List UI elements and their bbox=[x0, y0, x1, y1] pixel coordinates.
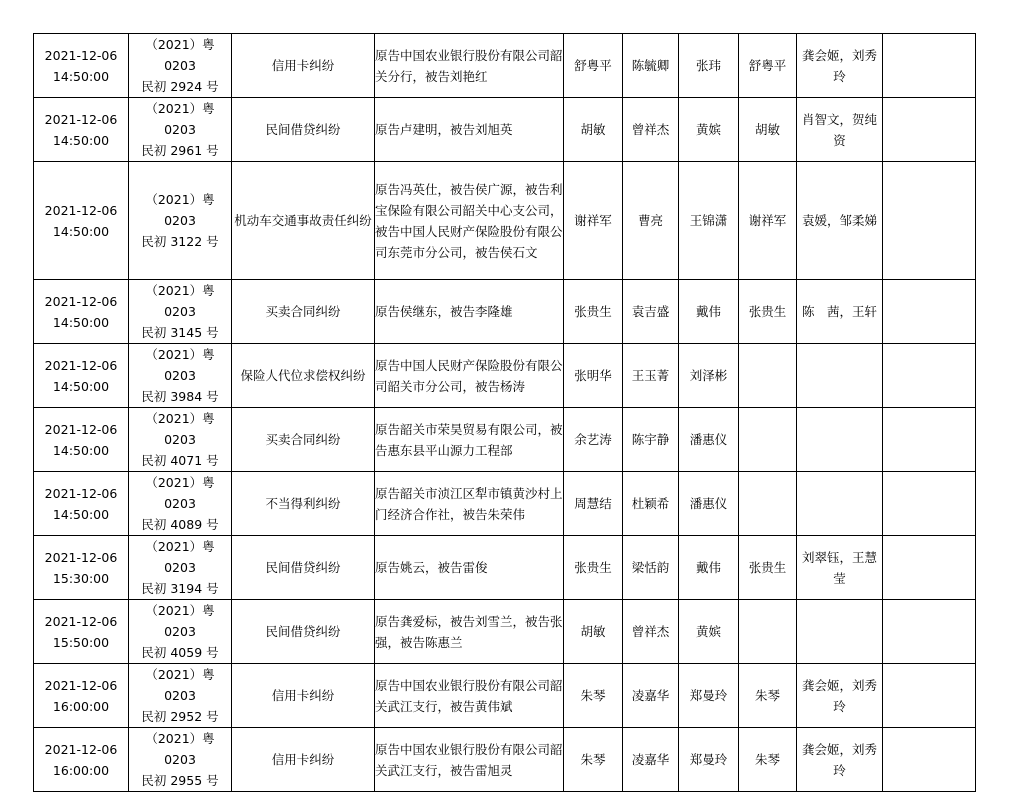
case-parties bbox=[375, 728, 564, 792]
jurors bbox=[797, 34, 883, 98]
case-type bbox=[232, 664, 375, 728]
hearing-datetime-text: 16:00:00 bbox=[52, 698, 110, 714]
case-number bbox=[129, 408, 232, 472]
jurors-text: 袁媛，邹柔娣 bbox=[801, 213, 877, 228]
judge-assistant bbox=[679, 728, 739, 792]
presiding-judge bbox=[564, 408, 623, 472]
case-number-text: 民初 4089 号 bbox=[141, 517, 219, 532]
case-type bbox=[232, 280, 375, 344]
case-type bbox=[232, 600, 375, 664]
judge-assistant-text: 潘惠仪 bbox=[689, 496, 728, 511]
hearing-datetime-text: 2021-12-06 bbox=[44, 202, 118, 218]
panel-judge bbox=[739, 600, 797, 664]
presiding-judge bbox=[564, 728, 623, 792]
clerk-text: 陈毓卿 bbox=[631, 58, 670, 73]
panel-judge-text: 张贵生 bbox=[748, 304, 787, 319]
panel-judge-text: 朱琴 bbox=[754, 688, 780, 703]
clerk-text: 凌嘉华 bbox=[631, 688, 670, 703]
clerk-text: 袁吉盛 bbox=[631, 304, 670, 319]
case-number bbox=[129, 600, 232, 664]
judge-assistant bbox=[679, 536, 739, 600]
judge-assistant-text: 郑曼玲 bbox=[689, 752, 728, 767]
panel-judge bbox=[739, 536, 797, 600]
presiding-judge bbox=[564, 344, 623, 408]
panel-judge-text: 胡敏 bbox=[754, 122, 780, 137]
table-row bbox=[34, 600, 976, 664]
case-number bbox=[129, 728, 232, 792]
table-row bbox=[34, 728, 976, 792]
case-parties-text: 原告冯英仕，被告侯广源，被告利宝保险有限公司韶关中心支公司，被告中国人民财产保险股份有限公司东莞市分公司，被告侯石文 bbox=[375, 181, 563, 260]
hearing-datetime-text: 14:50:00 bbox=[52, 314, 110, 330]
case-parties-text: 原告中国农业银行股份有限公司韶关武江支行，被告黄伟斌 bbox=[375, 677, 563, 714]
case-parties bbox=[375, 472, 564, 536]
panel-judge-text: 朱琴 bbox=[754, 752, 780, 767]
case-number-text: 民初 3984 号 bbox=[141, 389, 219, 404]
extra-column bbox=[883, 162, 976, 280]
case-type-text: 买卖合同纠纷 bbox=[265, 432, 341, 447]
hearing-datetime-text: 2021-12-06 bbox=[44, 293, 118, 309]
case-parties bbox=[375, 536, 564, 600]
presiding-judge-text: 胡敏 bbox=[580, 122, 606, 137]
panel-judge bbox=[739, 472, 797, 536]
case-number bbox=[129, 162, 232, 280]
hearing-datetime-text: 15:50:00 bbox=[52, 634, 110, 650]
extra-column bbox=[883, 280, 976, 344]
hearing-datetime bbox=[34, 728, 129, 792]
presiding-judge bbox=[564, 536, 623, 600]
case-parties bbox=[375, 280, 564, 344]
case-parties-text: 原告中国人民财产保险股份有限公司韶关市分公司，被告杨涛 bbox=[375, 357, 563, 394]
case-number bbox=[129, 472, 232, 536]
table-row bbox=[34, 664, 976, 728]
panel-judge bbox=[739, 280, 797, 344]
case-parties bbox=[375, 408, 564, 472]
table-row bbox=[34, 98, 976, 162]
jurors-text: 龚会姬，刘秀玲 bbox=[801, 677, 877, 714]
jurors bbox=[797, 98, 883, 162]
panel-judge-text: 舒粤平 bbox=[748, 58, 787, 73]
clerk-text: 凌嘉华 bbox=[631, 752, 670, 767]
case-parties bbox=[375, 34, 564, 98]
extra-column bbox=[883, 408, 976, 472]
judge-assistant-text: 戴伟 bbox=[695, 560, 721, 575]
case-type bbox=[232, 728, 375, 792]
hearing-datetime bbox=[34, 344, 129, 408]
case-type-text: 信用卡纠纷 bbox=[271, 752, 335, 767]
panel-judge bbox=[739, 728, 797, 792]
extra-column bbox=[883, 728, 976, 792]
hearing-datetime-text: 2021-12-06 bbox=[44, 613, 118, 629]
case-type bbox=[232, 536, 375, 600]
case-number-text: 民初 2961 号 bbox=[141, 143, 219, 158]
case-number-text: 民初 3145 号 bbox=[141, 325, 219, 340]
case-number-text: （2021）粤 0203 bbox=[145, 37, 215, 73]
hearing-datetime-text: 2021-12-06 bbox=[44, 677, 118, 693]
case-type bbox=[232, 162, 375, 280]
jurors-text: 龚会姬，刘秀玲 bbox=[801, 47, 877, 84]
judge-assistant-text: 刘泽彬 bbox=[689, 368, 728, 383]
hearing-datetime bbox=[34, 162, 129, 280]
jurors bbox=[797, 162, 883, 280]
hearing-datetime bbox=[34, 664, 129, 728]
judge-assistant-text: 张玮 bbox=[695, 58, 721, 73]
hearing-datetime bbox=[34, 98, 129, 162]
hearing-datetime-text: 16:00:00 bbox=[52, 762, 110, 778]
jurors-text: 龚会姬，刘秀玲 bbox=[801, 741, 877, 778]
judge-assistant bbox=[679, 408, 739, 472]
case-number-text: （2021）粤 0203 bbox=[145, 731, 215, 767]
case-number bbox=[129, 344, 232, 408]
table-row bbox=[34, 472, 976, 536]
hearing-datetime-text: 2021-12-06 bbox=[44, 485, 118, 501]
case-type-text: 民间借贷纠纷 bbox=[265, 624, 341, 639]
hearing-datetime-text: 14:50:00 bbox=[52, 223, 110, 239]
presiding-judge-text: 张贵生 bbox=[574, 304, 612, 319]
table-row bbox=[34, 34, 976, 98]
panel-judge bbox=[739, 664, 797, 728]
case-number-text: （2021）粤 0203 bbox=[145, 192, 215, 228]
case-type bbox=[232, 344, 375, 408]
presiding-judge bbox=[564, 472, 623, 536]
table-row bbox=[34, 162, 976, 280]
panel-judge bbox=[739, 98, 797, 162]
panel-judge bbox=[739, 408, 797, 472]
case-number-text: 民初 4059 号 bbox=[141, 645, 219, 660]
case-number-text: 民初 2952 号 bbox=[141, 709, 219, 724]
hearing-schedule-table bbox=[33, 33, 976, 792]
clerk bbox=[623, 344, 679, 408]
presiding-judge bbox=[564, 162, 623, 280]
case-type bbox=[232, 34, 375, 98]
jurors bbox=[797, 600, 883, 664]
judge-assistant bbox=[679, 472, 739, 536]
case-type bbox=[232, 98, 375, 162]
case-number-text: 民初 4071 号 bbox=[141, 453, 219, 468]
judge-assistant bbox=[679, 664, 739, 728]
case-parties-text: 原告龚爱标，被告刘雪兰，被告张强，被告陈惠兰 bbox=[375, 613, 563, 650]
case-number-text: 民初 3122 号 bbox=[141, 234, 219, 249]
case-type bbox=[232, 408, 375, 472]
hearing-datetime-text: 14:50:00 bbox=[52, 506, 110, 522]
hearing-datetime-text: 2021-12-06 bbox=[44, 47, 118, 63]
case-type-text: 民间借贷纠纷 bbox=[265, 122, 341, 137]
extra-column bbox=[883, 664, 976, 728]
clerk-text: 曹亮 bbox=[637, 213, 663, 228]
panel-judge-text: 谢祥军 bbox=[748, 213, 787, 228]
clerk bbox=[623, 600, 679, 664]
case-parties bbox=[375, 162, 564, 280]
clerk-text: 陈宇静 bbox=[631, 432, 670, 447]
case-number bbox=[129, 34, 232, 98]
presiding-judge-text: 朱琴 bbox=[580, 752, 606, 767]
jurors bbox=[797, 728, 883, 792]
presiding-judge-text: 朱琴 bbox=[580, 688, 606, 703]
case-number-text: （2021）粤 0203 bbox=[145, 603, 215, 639]
case-parties bbox=[375, 600, 564, 664]
hearing-datetime-text: 2021-12-06 bbox=[44, 741, 118, 757]
hearing-datetime bbox=[34, 600, 129, 664]
judge-assistant-text: 潘惠仪 bbox=[689, 432, 728, 447]
presiding-judge bbox=[564, 664, 623, 728]
case-parties bbox=[375, 664, 564, 728]
case-type-text: 买卖合同纠纷 bbox=[265, 304, 341, 319]
clerk-text: 梁恬韵 bbox=[631, 560, 670, 575]
hearing-datetime-text: 14:50:00 bbox=[52, 442, 110, 458]
case-parties bbox=[375, 344, 564, 408]
judge-assistant bbox=[679, 162, 739, 280]
jurors-text: 肖智文，贺纯资 bbox=[801, 111, 877, 148]
clerk bbox=[623, 664, 679, 728]
presiding-judge-text: 余艺涛 bbox=[574, 432, 612, 447]
case-parties-text: 原告姚云，被告雷俊 bbox=[375, 560, 488, 575]
case-number-text: （2021）粤 0203 bbox=[145, 475, 215, 511]
case-parties-text: 原告韶关市荣昊贸易有限公司，被告惠东县平山源力工程部 bbox=[375, 421, 563, 458]
clerk bbox=[623, 34, 679, 98]
judge-assistant bbox=[679, 98, 739, 162]
case-number-text: （2021）粤 0203 bbox=[145, 347, 215, 383]
case-number-text: （2021）粤 0203 bbox=[145, 411, 215, 447]
clerk-text: 王玉菁 bbox=[631, 368, 670, 383]
hearing-datetime bbox=[34, 280, 129, 344]
judge-assistant bbox=[679, 344, 739, 408]
extra-column bbox=[883, 344, 976, 408]
hearing-datetime bbox=[34, 472, 129, 536]
table-row bbox=[34, 344, 976, 408]
table-row bbox=[34, 280, 976, 344]
panel-judge bbox=[739, 34, 797, 98]
case-parties-text: 原告中国农业银行股份有限公司韶关分行，被告刘艳红 bbox=[375, 47, 563, 84]
case-parties-text: 原告侯继东，被告李隆雄 bbox=[375, 304, 513, 319]
clerk bbox=[623, 162, 679, 280]
case-number-text: 民初 2955 号 bbox=[141, 773, 219, 788]
case-number bbox=[129, 536, 232, 600]
jurors bbox=[797, 344, 883, 408]
judge-assistant-text: 戴伟 bbox=[695, 304, 721, 319]
jurors bbox=[797, 408, 883, 472]
hearing-datetime-text: 2021-12-06 bbox=[44, 421, 118, 437]
presiding-judge-text: 张贵生 bbox=[574, 560, 612, 575]
case-type-text: 保险人代位求偿权纠纷 bbox=[240, 368, 366, 383]
presiding-judge-text: 胡敏 bbox=[580, 624, 606, 639]
case-type-text: 信用卡纠纷 bbox=[271, 688, 335, 703]
panel-judge-text: 张贵生 bbox=[748, 560, 787, 575]
hearing-datetime-text: 14:50:00 bbox=[52, 378, 110, 394]
clerk-text: 曾祥杰 bbox=[631, 624, 670, 639]
judge-assistant-text: 黄嫔 bbox=[695, 624, 721, 639]
panel-judge bbox=[739, 162, 797, 280]
presiding-judge bbox=[564, 34, 623, 98]
case-type bbox=[232, 472, 375, 536]
jurors-text: 陈 茜，王轩 bbox=[801, 304, 877, 319]
case-type-text: 民间借贷纠纷 bbox=[265, 560, 341, 575]
table-row bbox=[34, 408, 976, 472]
case-number-text: （2021）粤 0203 bbox=[145, 101, 215, 137]
clerk bbox=[623, 728, 679, 792]
clerk bbox=[623, 280, 679, 344]
extra-column bbox=[883, 98, 976, 162]
judge-assistant-text: 王锦潇 bbox=[689, 213, 728, 228]
clerk-text: 杜颖希 bbox=[631, 496, 670, 511]
panel-judge bbox=[739, 344, 797, 408]
case-parties bbox=[375, 98, 564, 162]
judge-assistant bbox=[679, 34, 739, 98]
presiding-judge-text: 周慧结 bbox=[574, 496, 612, 511]
presiding-judge bbox=[564, 600, 623, 664]
hearing-datetime-text: 14:50:00 bbox=[52, 132, 110, 148]
extra-column bbox=[883, 536, 976, 600]
judge-assistant-text: 黄嫔 bbox=[695, 122, 721, 137]
extra-column bbox=[883, 34, 976, 98]
presiding-judge bbox=[564, 98, 623, 162]
jurors bbox=[797, 664, 883, 728]
hearing-datetime-text: 14:50:00 bbox=[52, 68, 110, 84]
schedule-rows bbox=[34, 34, 976, 792]
judge-assistant-text: 郑曼玲 bbox=[689, 688, 728, 703]
hearing-datetime-text: 15:30:00 bbox=[52, 570, 110, 586]
case-parties-text: 原告卢建明，被告刘旭英 bbox=[375, 122, 513, 137]
case-type-text: 机动车交通事故责任纠纷 bbox=[234, 213, 372, 228]
table-row bbox=[34, 536, 976, 600]
jurors bbox=[797, 536, 883, 600]
case-number bbox=[129, 664, 232, 728]
hearing-datetime bbox=[34, 536, 129, 600]
presiding-judge-text: 舒粤平 bbox=[574, 58, 612, 73]
presiding-judge-text: 张明华 bbox=[574, 368, 612, 383]
judge-assistant bbox=[679, 600, 739, 664]
clerk bbox=[623, 98, 679, 162]
case-parties-text: 原告中国农业银行股份有限公司韶关武江支行，被告雷旭灵 bbox=[375, 741, 563, 778]
hearing-datetime-text: 2021-12-06 bbox=[44, 357, 118, 373]
hearing-datetime bbox=[34, 34, 129, 98]
case-type-text: 信用卡纠纷 bbox=[271, 58, 335, 73]
jurors-text: 刘翠钰，王慧莹 bbox=[801, 549, 877, 586]
clerk bbox=[623, 408, 679, 472]
jurors bbox=[797, 472, 883, 536]
case-number-text: （2021）粤 0203 bbox=[145, 539, 215, 575]
hearing-datetime-text: 2021-12-06 bbox=[44, 111, 118, 127]
case-number-text: 民初 3194 号 bbox=[141, 581, 219, 596]
clerk-text: 曾祥杰 bbox=[631, 122, 670, 137]
case-number-text: 民初 2924 号 bbox=[141, 79, 219, 94]
extra-column bbox=[883, 472, 976, 536]
presiding-judge-text: 谢祥军 bbox=[574, 213, 612, 228]
clerk bbox=[623, 536, 679, 600]
clerk bbox=[623, 472, 679, 536]
case-type-text: 不当得利纠纷 bbox=[265, 496, 341, 511]
presiding-judge bbox=[564, 280, 623, 344]
hearing-datetime bbox=[34, 408, 129, 472]
judge-assistant bbox=[679, 280, 739, 344]
case-parties-text: 原告韶关市浈江区犁市镇黄沙村上门经济合作社，被告朱荣伟 bbox=[375, 485, 563, 522]
case-number bbox=[129, 98, 232, 162]
jurors bbox=[797, 280, 883, 344]
extra-column bbox=[883, 600, 976, 664]
case-number-text: （2021）粤 0203 bbox=[145, 667, 215, 703]
case-number-text: （2021）粤 0203 bbox=[145, 283, 215, 319]
case-number bbox=[129, 280, 232, 344]
hearing-datetime-text: 2021-12-06 bbox=[44, 549, 118, 565]
